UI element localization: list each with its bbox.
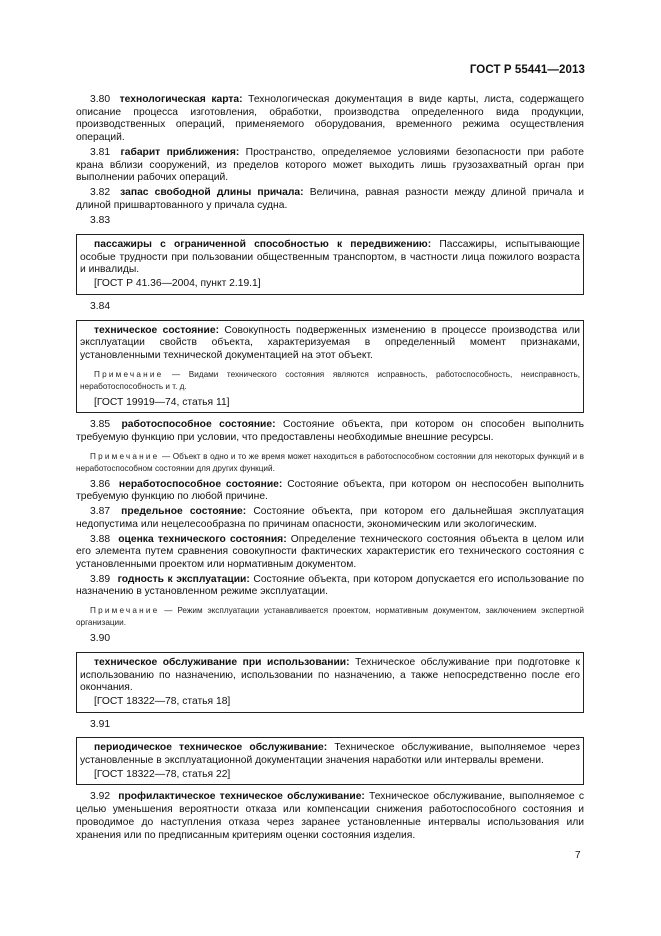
entry-number: 3.86 xyxy=(90,478,111,490)
entry-text: Пространство, определяемое условиями безопасности при работе крана вблизи сооружений, из пределов которого может выходить лишь грузозахватный орган при выполнении рабочих операций. xyxy=(76,146,584,184)
note-label: Примечание xyxy=(90,451,160,461)
entry-text: Определение технического состояния объекта в целом или его элемента путем сравнения совокупности фактических характеристик его технического состояния с установленными проектом или нормативным документом. xyxy=(76,533,584,570)
quoted-term-box-3-84 xyxy=(76,320,584,414)
entry-term: профилактическое техническое обслуживание: xyxy=(118,791,365,803)
entry-term: годность к эксплуатации: xyxy=(117,573,250,585)
entry-number: 3.88 xyxy=(90,533,111,545)
entry-source: [ГОСТ Р 41.36—2004, пункт 2.19.1] xyxy=(94,278,261,290)
entry-3-91 xyxy=(80,742,580,767)
entry-number-3-91: 3.91 xyxy=(90,718,111,730)
entry-text: Техническое обслуживание, выполняемое с целью уменьшения вероятности отказа или компенсации снижения работоспособного состояния и проводимое до наступления отказа через заранее установленные интервалы использования или хранения или по предписанным критериям оценки состояния изделия. xyxy=(76,791,584,841)
entry-text: Величина, равная разности между длиной причала и длиной пришвартованного у причала судна. xyxy=(76,186,584,211)
entry-number: 3.92 xyxy=(90,791,111,803)
entry-number: 3.82 xyxy=(90,186,111,198)
entry-3-81 xyxy=(76,147,584,185)
entry-note xyxy=(80,369,580,393)
page-number: 7 xyxy=(575,850,581,861)
entry-number-3-83: 3.83 xyxy=(90,215,111,227)
entry-text: Состояние объекта, при котором его дальнейшая эксплуатация недопустима или нецелесообразна по причинам опасности, экономическим или экологическим. xyxy=(76,506,584,530)
entry-3-86 xyxy=(76,479,584,504)
entry-term: неработоспособное состояние: xyxy=(118,478,283,490)
document-header: ГОСТ Р 55441—2013 xyxy=(469,64,585,76)
entry-number: 3.89 xyxy=(90,573,111,585)
quoted-term-box-3-90 xyxy=(76,652,584,713)
entry-source: [ГОСТ 19919—74, статья 11] xyxy=(94,396,230,408)
entry-text: Состояние объекта, при котором он способен выполнить требуемую функцию при условии, что предоставлены необходимые внешние ресурсы. xyxy=(76,419,584,444)
entry-3-85 xyxy=(76,419,584,444)
entry-text: Техническое обслуживание при подготовке к использованию по назначению, использовании по назначению, а также непосредственно после его окончания. xyxy=(80,656,580,694)
entry-number: 3.85 xyxy=(90,419,111,431)
entry-source: [ГОСТ 18322—78, статья 22] xyxy=(94,768,231,780)
note-text: — Объект в одно и то же время может находиться в работоспособном состоянии для некоторых функций и в неработоспособном состоянии для других функций. xyxy=(76,451,585,473)
entry-term: периодическое техническое обслуживание: xyxy=(94,742,328,754)
entry-3-87 xyxy=(76,506,584,531)
entry-number: 3.80 xyxy=(90,94,111,105)
entry-number-3-84: 3.84 xyxy=(90,300,111,312)
entry-3-88 xyxy=(76,534,584,572)
entry-text: Состояние объекта, при котором он неспособен выполнить требуемую функцию по любой причине. xyxy=(76,478,584,503)
entry-source: [ГОСТ 18322—78, статья 18] xyxy=(94,695,231,707)
quoted-term-box-3-91 xyxy=(76,737,584,785)
entry-text: Технологическая документация в виде карты, листа, содержащего описание процесса изготовления, обработки, производства определенного вида продукции, производственных операций, применяемого оборудования, временного режима осуществления операций. xyxy=(76,94,584,144)
entry-number-3-90: 3.90 xyxy=(90,633,111,645)
note-text: — Видами технического состояния являются исправность, работоспособность, неисправность, неработоспособность и т. д. xyxy=(80,369,580,391)
entry-3-90 xyxy=(80,657,580,695)
entry-number: 3.87 xyxy=(90,506,111,518)
entry-text: Состояние объекта, при котором допускается его использование по назначению в установленном режиме эксплуатации. xyxy=(76,573,584,598)
quoted-term-box-3-83 xyxy=(76,234,584,295)
entry-3-89 xyxy=(76,574,584,599)
entry-term: габарит приближения: xyxy=(120,146,240,158)
entry-3-92 xyxy=(76,791,584,842)
entry-term: техническое обслуживание при использовании: xyxy=(94,656,350,668)
note-label: Примечание xyxy=(94,369,164,379)
document-body xyxy=(76,94,584,842)
entry-term: техническое состояние: xyxy=(94,324,219,336)
entry-term: работоспособное состояние: xyxy=(121,419,276,431)
note-label: Примечание xyxy=(90,606,160,616)
entry-text: Пассажиры, испытывающие особые трудности при пользовании общественным транспортом, в частности лица пожилого возраста и инвалиды. xyxy=(80,239,581,276)
note-text: — Режим эксплуатации устанавливается проектом, нормативным документом, заключением экспертной организации. xyxy=(76,606,584,628)
entry-3-84 xyxy=(80,325,580,363)
entry-3-82 xyxy=(76,187,584,212)
entry-term: технологическая карта: xyxy=(119,94,243,105)
entry-term: запас свободной длины причала: xyxy=(120,186,304,198)
entry-3-80 xyxy=(76,94,584,145)
entry-text: Техническое обслуживание, выполняемое через установленные в эксплуатационной документации значения наработки или интервалы времени. xyxy=(80,742,580,767)
entry-term: предельное состояние: xyxy=(121,506,247,518)
entry-note xyxy=(76,451,584,475)
entry-term: оценка технического состояния: xyxy=(118,533,287,545)
entry-text: Совокупность подверженных изменению в процессе производства или эксплуатации свойств объекта, характеризуемая в определенный момент признаками, установленными технической документацией на этот объект. xyxy=(80,324,580,361)
entry-3-83 xyxy=(80,239,580,277)
entry-term: пассажиры с ограниченной способностью к передвижению: xyxy=(94,239,432,251)
entry-number: 3.81 xyxy=(90,146,111,158)
entry-note xyxy=(76,605,584,629)
